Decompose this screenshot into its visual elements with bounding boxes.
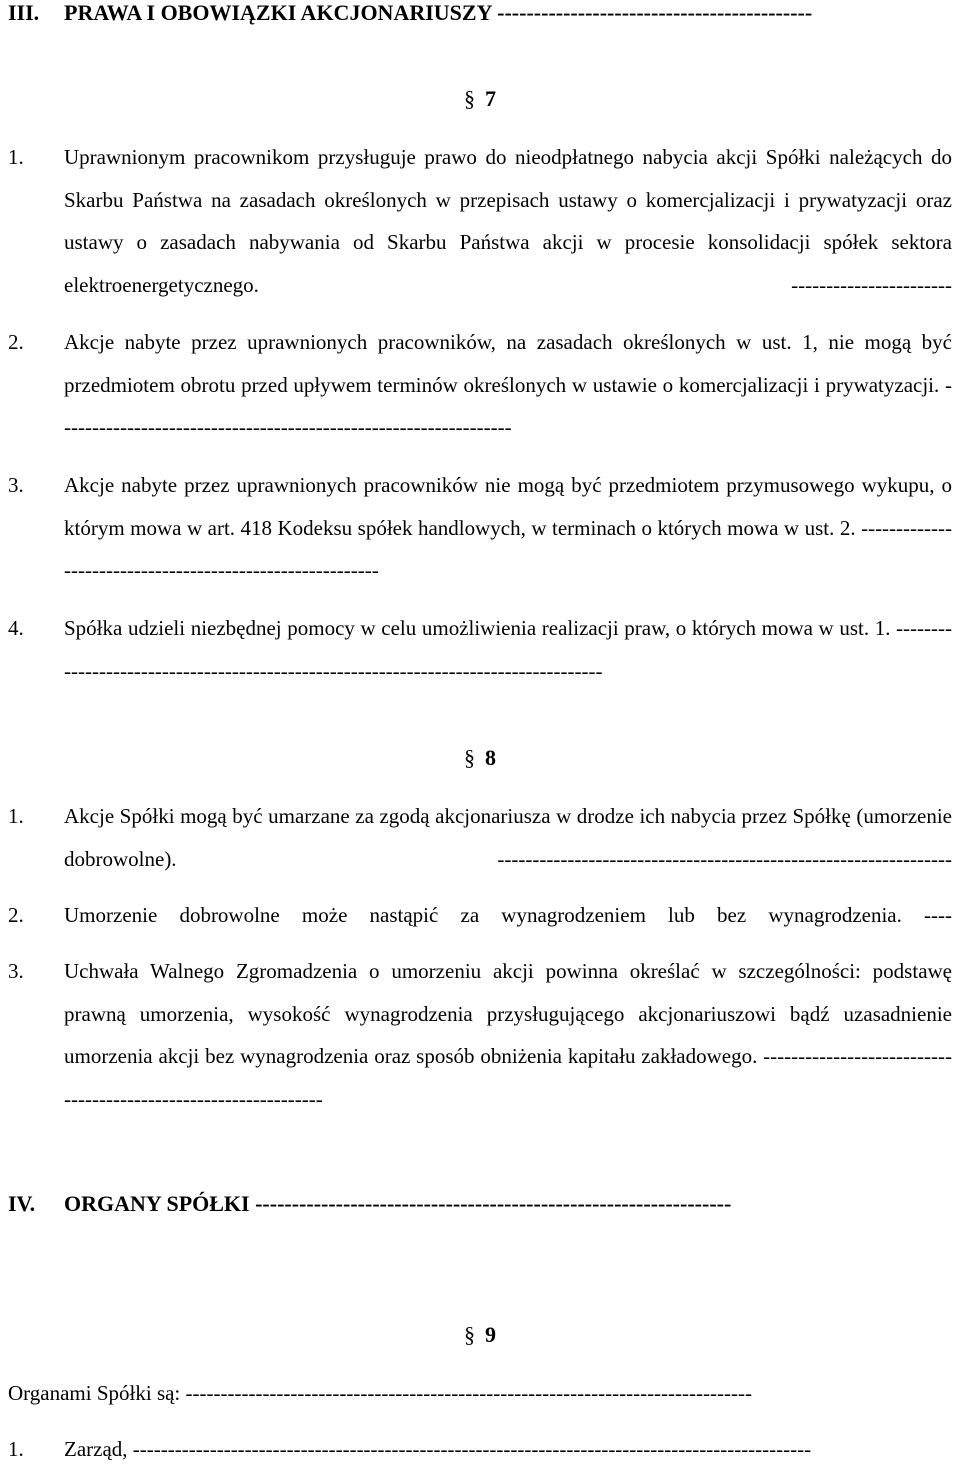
section-numeral: IV. <box>8 1191 36 1216</box>
dash-fill: ------------------------------------------- <box>497 0 813 25</box>
list-item <box>8 136 952 306</box>
item-number: 2. <box>8 330 24 354</box>
list-item <box>8 607 952 692</box>
paragraph-sign: § <box>464 1322 475 1347</box>
item-text: Akcje Spółki mogą być umarzane za zgodą akcjonariusza w drodze ich nabycia przez Spółkę (umorzenie dobrowolne). ----------------------------------------------------------------- <box>64 804 952 871</box>
item-number: 2. <box>8 903 24 927</box>
paragraph-number: 8 <box>485 745 496 770</box>
item-text: Spółka udzieli niezbędnej pomocy w celu umożliwienia realizacji praw, o których mowa w ust. 1. ------------------------------------------------------------------------------------- <box>64 616 952 683</box>
dash-fill: ----------------------------------------------------------------- <box>255 1191 732 1216</box>
paragraph-heading-7 <box>0 84 960 114</box>
item-text: Uchwała Walnego Zgromadzenia o umorzeniu akcji powinna określać w szczególności: podstawę prawną umorzenia, wysokość wynagrodzenia przysługującego akcjonariuszowi bądź uzasadnienie umorzenia akcji bez wynagrodzenia oraz sposób obniżenia kapitału zakładowego. ---------------------------------------------------------------- <box>64 959 952 1111</box>
paragraph-number: 9 <box>485 1322 496 1347</box>
list-item <box>8 1428 952 1471</box>
list-item <box>8 950 952 1120</box>
item-number: 1. <box>8 804 24 828</box>
list-item <box>8 464 952 592</box>
organs-intro: Organami Spółki są: --------------------------------------------------------------------------------- <box>8 1381 752 1405</box>
section-heading-iv <box>8 1189 952 1219</box>
paragraph-heading-9 <box>0 1320 960 1350</box>
section-title: ORGANY SPÓŁKI <box>64 1191 250 1216</box>
item-number: 4. <box>8 616 24 640</box>
list-item <box>8 321 952 449</box>
list-item <box>8 894 952 937</box>
item-number: 3. <box>8 959 24 983</box>
item-text: Zarząd, ------------------------------------------------------------------------------------------------- <box>64 1437 812 1461</box>
paragraph-sign: § <box>464 745 475 770</box>
item-number: 3. <box>8 473 24 497</box>
paragraph-sign: § <box>464 86 475 111</box>
section-heading-iii <box>8 0 952 28</box>
item-number: 1. <box>8 1437 24 1461</box>
paragraph-heading-8 <box>0 743 960 773</box>
item-text: Umorzenie dobrowolne może nastąpić za wynagrodzeniem lub bez wynagrodzenia. ---- <box>64 903 952 927</box>
item-text: Akcje nabyte przez uprawnionych pracowników nie mogą być przedmiotem przymusowego wykupu, o którym mowa w art. 418 Kodeksu spółek handlowych, w terminach o których mowa w ust. 2. ---------------------------------------------------------- <box>64 473 952 582</box>
item-number: 1. <box>8 145 24 169</box>
list-item <box>8 795 952 880</box>
item-text: Akcje nabyte przez uprawnionych pracowników, na zasadach określonych w ust. 1, nie mogą być przedmiotem obrotu przed upływem terminów określonych w ustawie o komercjalizacji i prywatyzacji. ----------------------------------------------------------------- <box>64 330 952 439</box>
section-numeral: III. <box>8 0 40 25</box>
section-title: PRAWA I OBOWIĄZKI AKCJONARIUSZY <box>64 0 492 25</box>
paragraph-number: 7 <box>485 86 496 111</box>
item-text: Uprawnionym pracownikom przysługuje prawo do nieodpłatnego nabycia akcji Spółki należących do Skarbu Państwa na zasadach określonych w przepisach ustawy o komercjalizacji i prywatyzacji oraz ustawy o zasadach nabywania od Skarbu Państwa akcji w procesie konsolidacji spółek sektora elektroenergetycznego. ----------------------- <box>64 145 952 297</box>
